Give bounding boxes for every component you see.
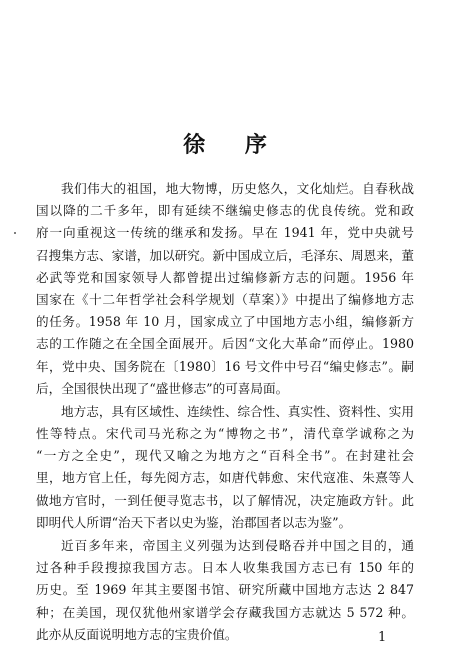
- text-line: 性等特点。宋代司马光称之为“博物之书”，清代章学诚称之为: [36, 426, 414, 442]
- text-line: 后，全国很快出现了“盛世修志”的可喜局面。: [36, 380, 289, 396]
- text-line: 过各种手段搜掠我国方志。日本人收集我国方志已有 150 年的: [36, 560, 414, 576]
- text-line: 年，党中央、国务院在〔1980〕16 号文件中号召“编史修志”。嗣: [36, 358, 414, 374]
- page-number: 1: [378, 630, 387, 645]
- scan-speck: [14, 232, 16, 234]
- paragraph-2: [36, 401, 414, 534]
- text-line: 历史。至 1969 年其主要图书馆、研究所藏中国地方志达 2 847: [36, 582, 414, 598]
- text-line: 府一向重视这一传统的继承和发扬。早在 1941 年，党中央就号: [36, 225, 414, 241]
- text-line: 地方志，具有区域性、连续性、综合性、真实性、资料性、实用: [61, 403, 414, 419]
- preface-body: [36, 178, 414, 647]
- text-line: 我们伟大的祖国，地大物博，历史悠久，文化灿烂。自春秋战: [61, 181, 414, 196]
- page-title: 徐 序: [183, 132, 283, 158]
- text-line: 做地方官时，一到任便寻览志书，以了解情况，决定施政方针。此: [36, 492, 414, 508]
- text-line: 志的工作随之在全国全面展开。后因“文化大革命”而停止。1980: [36, 336, 414, 352]
- text-line: 必武等党和国家领导人都曾提出过编修新方志的问题。1956 年: [36, 269, 414, 285]
- text-line: 里，地方官上任，每先阅方志，如唐代韩愈、宋代寇准、朱熹等人: [36, 470, 414, 486]
- text-line: 种；在美国，现仅犹他州家谱学会存藏我国方志就达 5 572 种。: [36, 604, 414, 620]
- text-line: 即明代人所谓“治天下者以史为鉴，治郡国者以志为鉴”。: [36, 514, 352, 530]
- paragraph-3: [36, 535, 414, 646]
- text-line: 国家在《十二年哲学社会科学规划（草案）》中提出了编修地方志: [36, 291, 414, 307]
- text-line: 召搜集方志、家谱，加以研究。新中国成立后，毛泽东、周恩来，董: [36, 247, 414, 263]
- paragraph-1: [36, 178, 414, 400]
- text-line: 国以降的二千多年，即有延续不继编史修志的优良传统。党和政: [36, 203, 414, 219]
- text-line: 近百多年来，帝国主义列强为达到侵略吞并中国之目的，通: [61, 538, 414, 553]
- text-line: “一方之全史”，现代又喻之为地方之“百科全书”。在封建社会: [36, 448, 414, 464]
- text-line: 的任务。1958 年 10 月，国家成立了中国地方志小组，编修新方: [36, 314, 414, 330]
- text-line: 此亦从反面说明地方志的宝贵价值。: [36, 626, 238, 642]
